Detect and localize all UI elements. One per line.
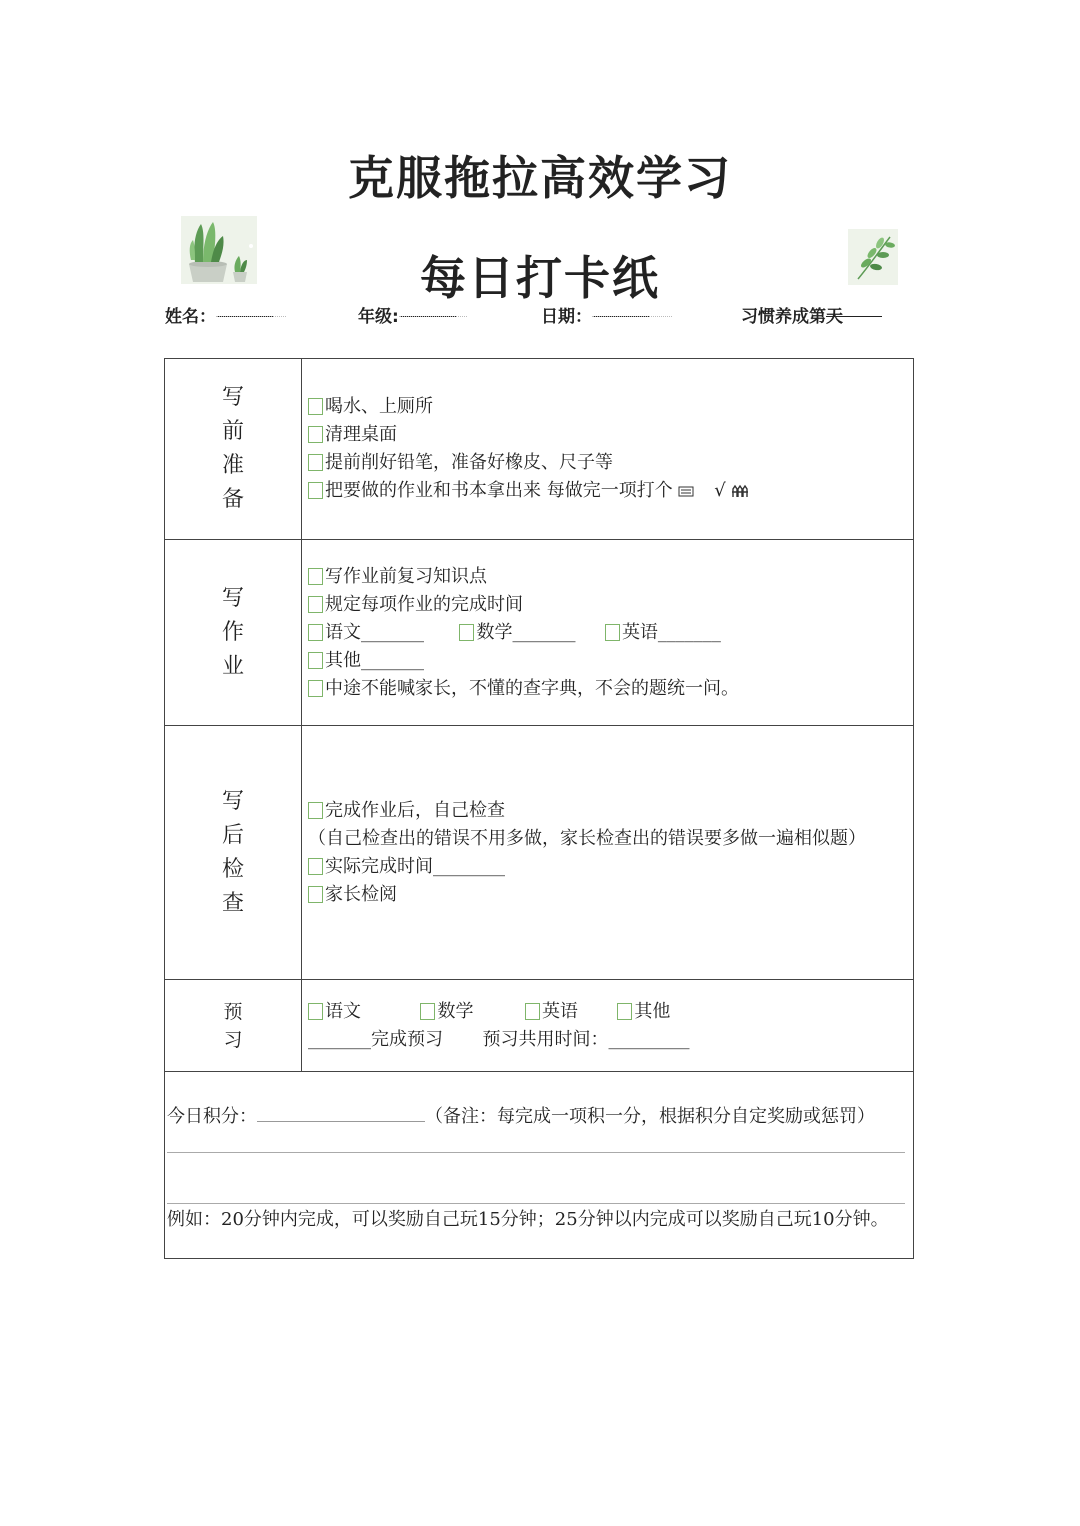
check-item-text: 实际完成时间________ — [325, 855, 505, 877]
prep-row — [165, 359, 914, 540]
example-text: 例如：20分钟内完成，可以奖励自己玩15分钟；25分钟以内完成可以奖励自己玩10分钟。 — [167, 1209, 889, 1230]
check-item-text: 完成作业后，自己检查 — [325, 799, 505, 821]
habit-label: 习惯养成第 — [741, 307, 826, 327]
homework-label-char: 写 — [221, 585, 244, 611]
checkbox[interactable] — [617, 1003, 632, 1020]
preview-items — [302, 980, 914, 1072]
homework-item — [308, 591, 913, 619]
fence-icon — [731, 484, 749, 498]
preview-subject: 其他 — [634, 1000, 671, 1022]
checkbox[interactable] — [308, 652, 323, 669]
preview-label — [165, 980, 302, 1072]
blank-line[interactable] — [165, 1153, 913, 1203]
homework-item-text: 中途不能喊家长，不懂的查字典，不会的题统一问。 — [325, 677, 739, 699]
check-label — [165, 726, 302, 980]
score-line — [165, 1072, 913, 1152]
homework-item — [308, 675, 913, 703]
check-note: （自己检查出的错误不用多做，家长检查出的错误要多做一遍相似题） — [308, 827, 866, 849]
preview-subject: 语文 — [325, 1000, 361, 1022]
check-row — [165, 726, 914, 980]
check-label-char: 后 — [221, 822, 244, 848]
prep-label — [165, 359, 302, 540]
score-label: 今日积分： — [167, 1106, 257, 1127]
prep-label-char: 前 — [221, 419, 244, 444]
checkbox[interactable] — [459, 624, 474, 641]
checkin-table — [164, 358, 914, 1259]
checkbox[interactable] — [308, 398, 323, 415]
preview-subjects — [308, 998, 913, 1026]
score-note: （备注：每完成一项积一分，根据积分自定奖励或惩罚） — [425, 1106, 875, 1127]
preview-subject: 数学 — [437, 1000, 474, 1022]
preview-label-char: 预 — [223, 1000, 243, 1023]
tick-mark: √ — [714, 480, 726, 501]
prep-item — [308, 477, 913, 505]
small-box-icon — [678, 484, 694, 498]
habit-day-field[interactable] — [741, 302, 843, 327]
checkbox[interactable] — [308, 568, 323, 585]
homework-label-char: 业 — [221, 653, 244, 679]
check-item — [308, 881, 913, 909]
checkbox[interactable] — [420, 1003, 435, 1020]
preview-row — [165, 980, 914, 1072]
subject-english: 英语_______ — [621, 621, 721, 643]
prep-label-char: 备 — [221, 487, 244, 512]
prep-item — [308, 393, 913, 421]
day-suffix: 天 — [826, 307, 843, 327]
checkbox[interactable] — [308, 802, 323, 819]
prep-label-char: 写 — [221, 385, 244, 410]
date-field[interactable] — [541, 302, 592, 327]
check-label-char: 写 — [221, 788, 244, 814]
prep-item — [308, 421, 913, 449]
homework-row — [165, 540, 914, 726]
check-items — [302, 726, 914, 980]
checkbox[interactable] — [308, 886, 323, 903]
homework-item-text: 写作业前复习知识点 — [325, 565, 487, 587]
homework-label-char: 作 — [221, 619, 244, 645]
leaf-branch-icon — [848, 229, 898, 285]
page-title: 克服拖拉高效学习 — [348, 151, 732, 205]
checkbox[interactable] — [605, 624, 620, 641]
prep-label-char: 准 — [221, 453, 244, 478]
score-cell — [165, 1072, 914, 1259]
grade-label: 年级: — [358, 307, 399, 327]
homework-items — [302, 540, 914, 726]
subject-chinese: 语文_______ — [325, 621, 424, 643]
score-row — [165, 1072, 914, 1259]
homework-item — [308, 647, 913, 675]
checkbox[interactable] — [308, 426, 323, 443]
homework-item — [308, 563, 913, 591]
checkbox[interactable] — [308, 858, 323, 875]
preview-time-text: 预习共用时间：_________ — [482, 1028, 690, 1050]
info-row — [165, 302, 915, 330]
check-item-text: 家长检阅 — [325, 883, 397, 905]
subject-other: 其他_______ — [325, 649, 424, 671]
grade-field[interactable] — [358, 302, 399, 327]
checkbox[interactable] — [308, 482, 323, 499]
homework-item-text: 规定每项作业的完成时间 — [325, 593, 523, 615]
prep-item-text: 提前削好铅笔，准备好橡皮、尺子等 — [325, 452, 613, 473]
prep-items — [302, 359, 914, 540]
prep-item-text: 喝水、上厕所 — [325, 396, 433, 417]
preview-done-text: _______完成预习 — [308, 1028, 443, 1050]
name-field[interactable] — [165, 302, 216, 327]
checkbox[interactable] — [525, 1003, 540, 1020]
checkbox[interactable] — [308, 1003, 323, 1020]
subject-row — [308, 619, 913, 647]
preview-time-row — [308, 1026, 913, 1054]
checkbox[interactable] — [308, 596, 323, 613]
subject-math: 数学_______ — [476, 621, 576, 643]
check-label-char: 查 — [221, 890, 244, 916]
check-label-char: 检 — [221, 856, 244, 882]
page-subtitle: 每日打卡纸 — [420, 251, 660, 305]
name-label: 姓名： — [165, 307, 216, 327]
checkbox[interactable] — [308, 680, 323, 697]
check-item — [308, 853, 913, 881]
preview-label-char: 习 — [223, 1028, 243, 1051]
checkbox[interactable] — [308, 454, 323, 471]
checkbox[interactable] — [308, 624, 323, 641]
homework-label — [165, 540, 302, 726]
prep-item-text: 把要做的作业和书本拿出来 每做完一项打个 — [325, 480, 673, 501]
check-item — [308, 797, 913, 825]
prep-item-text: 清理桌面 — [325, 424, 397, 445]
preview-subject: 英语 — [541, 1000, 578, 1022]
prep-item — [308, 449, 913, 477]
date-label: 日期： — [541, 307, 592, 327]
score-input[interactable] — [257, 1103, 425, 1122]
